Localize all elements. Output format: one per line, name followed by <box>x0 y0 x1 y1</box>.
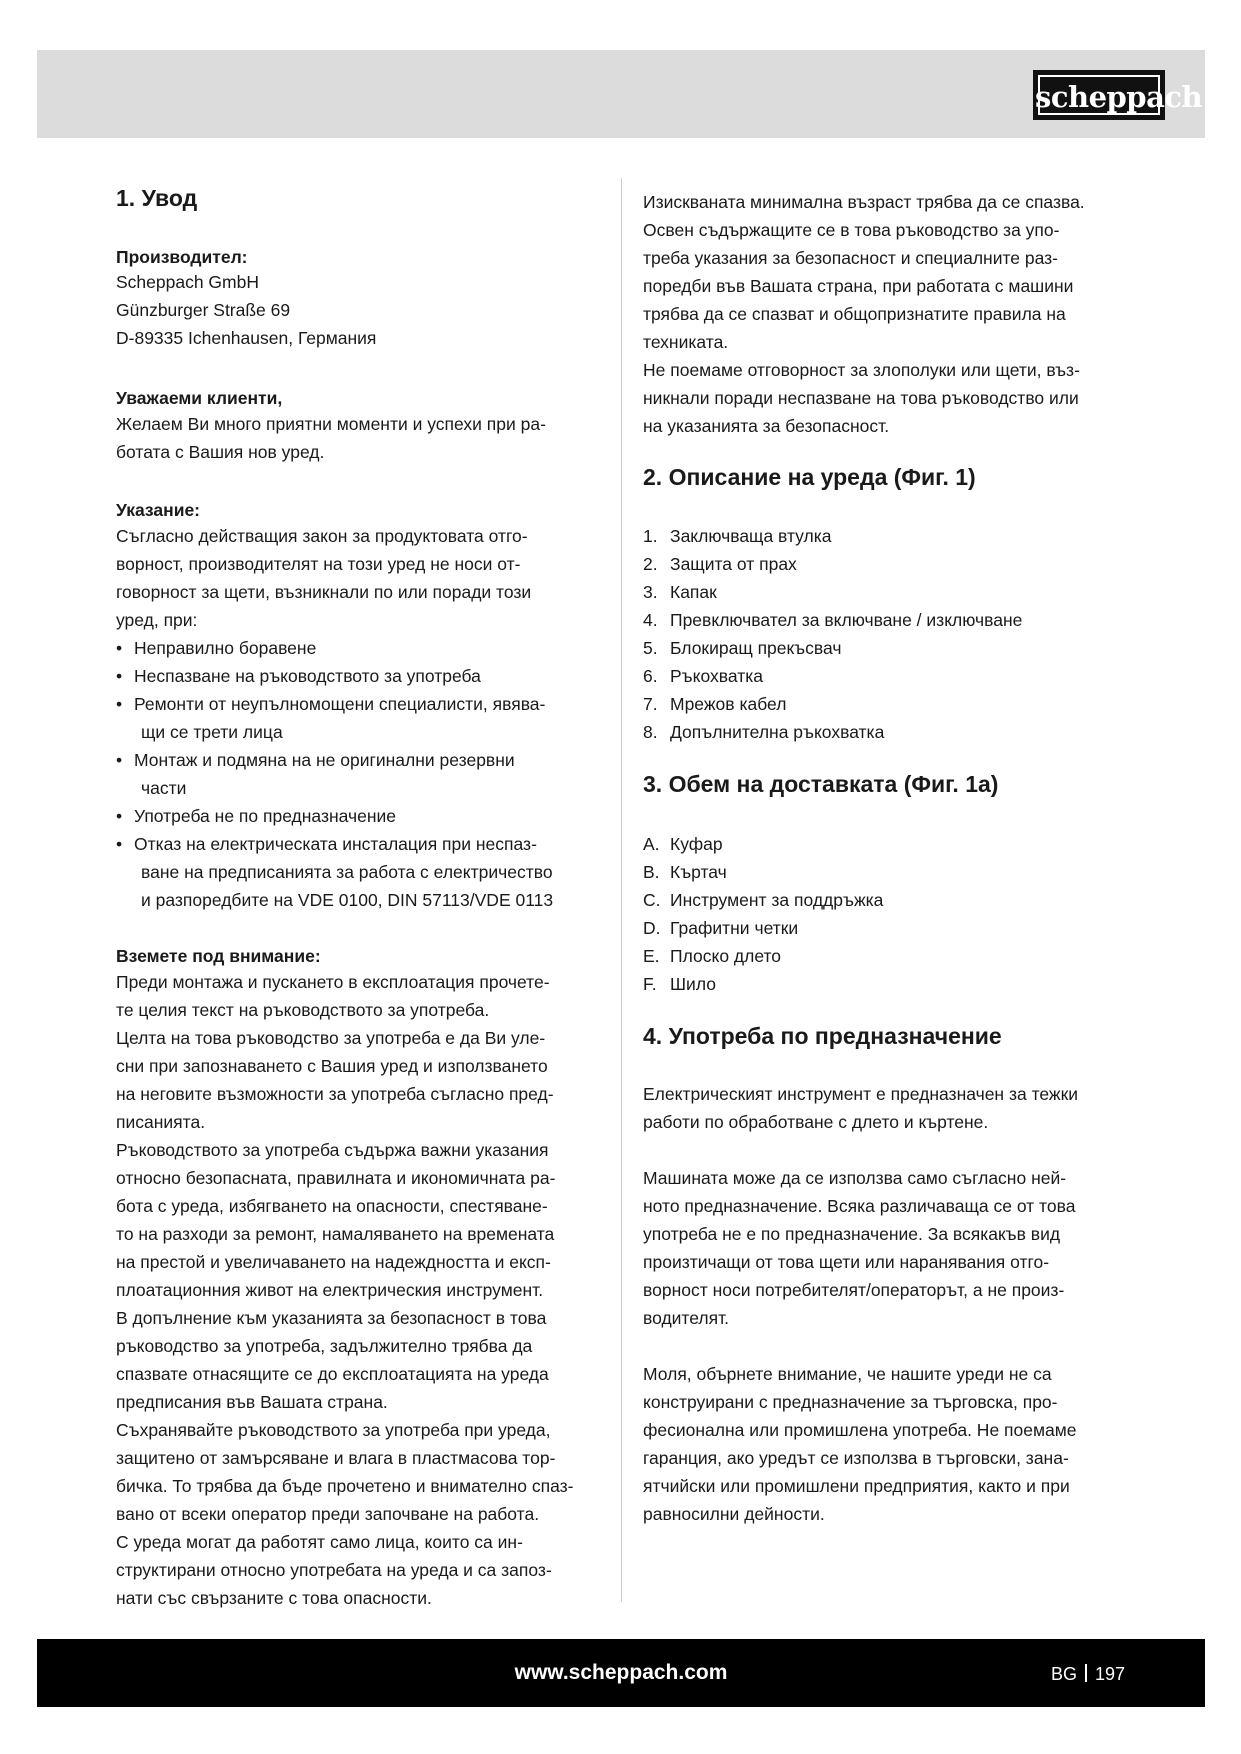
text-line: бичка. То трябва да бъде прочетено и внимателно спаз- <box>116 1476 574 1496</box>
section-3-heading: 3. Обем на доставката (Фиг. 1а) <box>643 771 999 797</box>
column-divider <box>621 178 622 1602</box>
note-label: Указание: <box>116 500 201 520</box>
list-item: C. Инструмент за поддръжка <box>643 890 884 910</box>
text-line: бота с уреда, избягването на опасности, спестяване- <box>116 1196 548 1216</box>
text-line: Освен съдържащите се в това ръководство за упо- <box>643 220 1060 240</box>
list-item: • Неправилно боравене <box>116 638 317 658</box>
text-line: на указанията за безопасност. <box>643 416 890 436</box>
list-item-continued: ване на предписанията за работа с електричество <box>141 862 553 882</box>
text-line: треба указания за безопасност и специалните раз- <box>643 248 1059 268</box>
text-line: Преди монтажа и пускането в експлоатация прочете- <box>116 972 550 992</box>
text-line: защитено от замърсяване и влага в пластмасова тор- <box>116 1448 556 1468</box>
text-line: спазвате отнасящите се до експлоатацията на уреда <box>116 1364 549 1384</box>
manufacturer-line: D-89335 Ichenhausen, Германия <box>116 328 377 348</box>
list-item: E. Плоско длето <box>643 946 782 966</box>
text-line: Електрическият инструмент е предназначен за тежки <box>643 1084 1079 1104</box>
text-line: водителят. <box>643 1308 730 1328</box>
list-item: F. Шило <box>643 974 716 994</box>
text-line: употреба не е по предназначение. За всякакъв вид <box>643 1224 1061 1244</box>
list-item: D. Графитни четки <box>643 918 799 938</box>
text-line: ворност носи потребителят/операторът, а не произ- <box>643 1280 1065 1300</box>
text-line: то на разходи за ремонт, намаляването на времената <box>116 1224 555 1244</box>
text-line: нати със свързаните с това опасности. <box>116 1588 432 1608</box>
text-line: равносилни дейности. <box>643 1504 825 1524</box>
list-item: • Неспазване на ръководството за употреба <box>116 666 481 686</box>
list-item-continued: части <box>141 778 187 798</box>
list-item: • Ремонти от неупълномощени специалисти, явява- <box>116 694 546 714</box>
section-4-heading: 4. Употреба по предназначение <box>643 1023 1002 1049</box>
list-item-continued: и разпоредбите на VDE 0100, DIN 57113/VDE 0113 <box>141 890 554 910</box>
text-line: никнали поради неспазване на това ръководство или <box>643 388 1079 408</box>
text-line: плоатационния живот на електрическия инструмент. <box>116 1280 544 1300</box>
list-item: • Употреба не по предназначение <box>116 806 397 826</box>
text-line: Машината може да се използва само съгласно ней- <box>643 1168 1067 1188</box>
list-item: • Монтаж и подмяна на не оригинални резервни <box>116 750 515 770</box>
list-item: 2. Защита от прах <box>643 554 797 574</box>
list-item: A. Куфар <box>643 834 723 854</box>
dear-customers-label: Уважаеми клиенти, <box>116 388 283 408</box>
text-line: Изискваната минимална възраст трябва да се спазва. <box>643 192 1085 212</box>
text-line: ботата с Вашия нов уред. <box>116 442 325 462</box>
website-link[interactable]: www.scheppach.com <box>514 1661 728 1684</box>
section-2-heading: 2. Описание на уреда (Фиг. 1) <box>643 464 976 490</box>
text-line: предписания във Вашата страна. <box>116 1392 388 1412</box>
manufacturer-line: Scheppach GmbH <box>116 272 259 292</box>
text-line: Съхранявайте ръководството за употреба при уреда, <box>116 1420 551 1440</box>
text-line: уред, при: <box>116 610 198 630</box>
list-item: • Отказ на електрическата инсталация при неспаз- <box>116 834 537 854</box>
text-line: относно безопасната, правилната и икономичната ра- <box>116 1168 556 1188</box>
text-line: Съгласно действащия закон за продуктовата отго- <box>116 526 528 546</box>
text-line: Ръководството за употреба съдържа важни указания <box>116 1140 549 1160</box>
page-header <box>37 50 1205 138</box>
language-code: BG <box>1050 1664 1077 1684</box>
text-line: говорност за щети, възникнали по или поради този <box>116 582 532 602</box>
text-line: поредби във Вашата страна, при работата с машини <box>643 276 1074 296</box>
manufacturer-line: Günzburger Straße 69 <box>116 300 291 320</box>
section-1-heading: 1. Увод <box>116 185 198 211</box>
attention-label: Вземете под внимание: <box>116 946 321 966</box>
text-line: Моля, обърнете внимание, че нашите уреди не са <box>643 1364 1052 1384</box>
text-line: на престой и увеличаването на надеждността и експ- <box>116 1252 551 1272</box>
separator <box>1085 1664 1087 1682</box>
page-num: 197 <box>1094 1664 1125 1684</box>
text-line: писанията. <box>116 1112 206 1132</box>
list-item: 1. Заключваща втулка <box>643 526 832 546</box>
text-line: В допълнение към указанията за безопасност в това <box>116 1308 547 1328</box>
text-line: техниката. <box>643 332 729 352</box>
text-line: фесионална или промишлена употреба. Не поемаме <box>643 1420 1077 1440</box>
text-line: Не поемаме отговорност за злополуки или щети, въз- <box>643 360 1080 380</box>
text-line: ръководство за употреба, задължително трябва да <box>116 1336 533 1356</box>
text-line: Желаем Ви много приятни моменти и успехи при ра- <box>116 414 546 434</box>
list-item: 3. Капак <box>643 582 717 602</box>
text-line: ятчийски или промишлени предприятия, както и при <box>643 1476 1070 1496</box>
list-item: 5. Блокиращ прекъсвач <box>643 638 842 658</box>
list-item: B. Къртач <box>643 862 727 882</box>
text-line: сни при запознаването с Вашия уред и използването <box>116 1056 548 1076</box>
text-line: те целия текст на ръководството за употреба. <box>116 1000 490 1020</box>
text-line: С уреда могат да работят само лица, които са ин- <box>116 1532 523 1552</box>
page-number <box>1051 1661 1125 1687</box>
text-line: работи по обработване с длето и къртене. <box>643 1112 989 1132</box>
list-item: 6. Ръкохватка <box>643 666 763 686</box>
text-line: структирани относно употребата на уреда и са запоз- <box>116 1560 552 1580</box>
text-line: ното предназначение. Всяка различаваща се от това <box>643 1196 1076 1216</box>
text-line: на неговите възможности за употреба съгласно пред- <box>116 1084 554 1104</box>
list-item: 4. Превключвател за включване / изключване <box>643 610 1023 630</box>
list-item: 8. Допълнителна ръкохватка <box>643 722 885 742</box>
manufacturer-label: Производител: <box>116 247 248 267</box>
text-line: гаранция, ако уредът се използва в търговски, зана- <box>643 1448 1069 1468</box>
list-item-continued: щи се трети лица <box>141 722 283 742</box>
text-line: вано от всеки оператор преди започване на работа. <box>116 1504 540 1524</box>
scheppach-logo: scheppach <box>1033 70 1165 120</box>
text-line: Целта на това ръководство за употреба е да Ви уле- <box>116 1028 546 1048</box>
text-line: ворност, производителят на този уред не носи от- <box>116 554 521 574</box>
text-line: трябва да се спазват и общопризнатите правила на <box>643 304 1066 324</box>
text-line: произтичащи от това щети или наранявания отго- <box>643 1252 1050 1272</box>
text-line: конструирани с предназначение за търговска, про- <box>643 1392 1058 1412</box>
list-item: 7. Мрежов кабел <box>643 694 787 714</box>
page-footer <box>37 1639 1205 1707</box>
